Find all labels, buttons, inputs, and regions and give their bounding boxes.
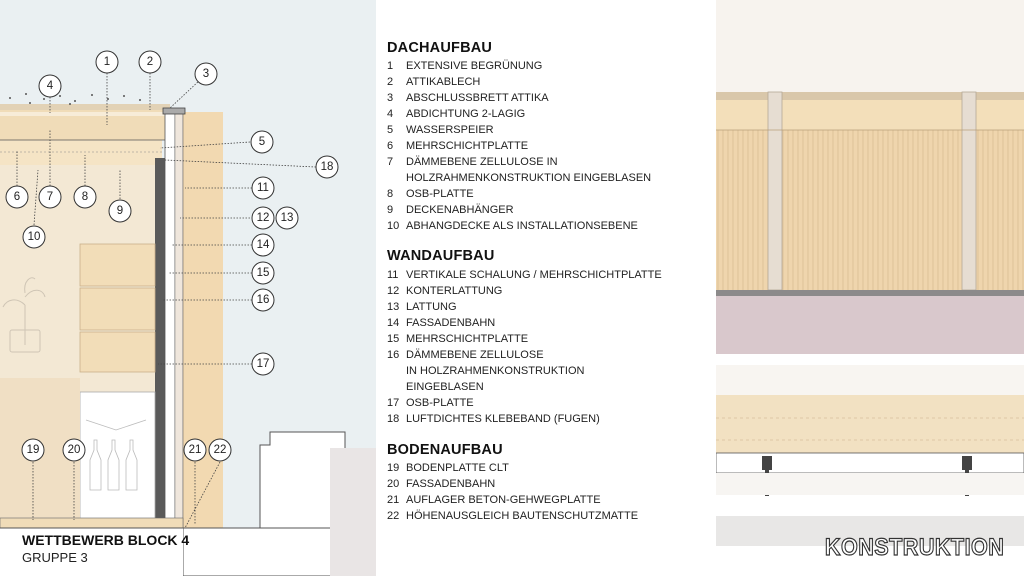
project-title: WETTBEWERB BLOCK 4 xyxy=(22,532,190,548)
wall-cladding xyxy=(183,112,223,528)
callout-21 xyxy=(184,439,206,461)
svg-text:18: 18 xyxy=(320,161,334,173)
legend-item: 5 WASSERSPEIER xyxy=(387,124,494,136)
legend-item: 3 ABSCHLUSSBRETT ATTIKA xyxy=(387,92,549,104)
suspended-ceiling xyxy=(0,140,162,165)
legend-panel xyxy=(376,0,716,576)
legend-item-continuation: EINGEBLASEN xyxy=(406,381,484,393)
svg-text:5: 5 xyxy=(258,136,266,148)
cabinet-lower xyxy=(80,332,155,372)
detail-post-right xyxy=(962,92,976,290)
callout-20 xyxy=(63,439,85,461)
roof-layer-line xyxy=(0,112,170,116)
svg-text:14: 14 xyxy=(256,239,270,251)
konstruktion-stamp: KONSTRUKTION xyxy=(824,534,1004,561)
callout-19 xyxy=(22,439,44,461)
detail-floor-slab xyxy=(716,395,1024,453)
svg-text:7: 7 xyxy=(46,191,54,203)
callout-8 xyxy=(74,186,96,208)
svg-text:19: 19 xyxy=(26,444,40,456)
legend-item: 22 HÖHENAUSGLEICH BAUTENSCHUTZMATTE xyxy=(387,510,639,522)
legend-item: 18 LUFTDICHTES KLEBEBAND (FUGEN) xyxy=(387,413,600,425)
callout-3 xyxy=(195,63,217,85)
legend-item: 11 VERTIKALE SCHALUNG / MEHRSCHICHTPLATTE xyxy=(387,269,662,281)
callout-1 xyxy=(96,51,118,73)
callout-16 xyxy=(252,289,274,311)
svg-text:13: 13 xyxy=(280,212,294,224)
detail-post-left xyxy=(768,92,782,290)
svg-text:21: 21 xyxy=(188,444,202,456)
legend-item: 16 DÄMMEBENE ZELLULOSE xyxy=(387,349,544,361)
legend-item: 12 KONTERLATTUNG xyxy=(387,285,503,297)
callout-9 xyxy=(109,200,131,222)
callout-12 xyxy=(252,207,274,229)
legend-item: 4 ABDICHTUNG 2-LAGIG xyxy=(387,108,526,120)
callout-13 xyxy=(276,207,298,229)
legend-heading-floor: BODENAUFBAU xyxy=(387,442,503,458)
legend-heading-roof: DACHAUFBAU xyxy=(387,40,493,56)
callout-6 xyxy=(6,186,28,208)
legend-item: 19 BODENPLATTE CLT xyxy=(387,462,509,474)
callout-14 xyxy=(252,234,274,256)
wall-insulation xyxy=(165,112,175,528)
svg-text:4: 4 xyxy=(46,80,54,92)
parapet-flashing xyxy=(163,108,185,114)
callout-10 xyxy=(23,226,45,248)
detail-roof-edge xyxy=(716,92,1024,100)
concrete-slab xyxy=(330,448,376,576)
svg-text:6: 6 xyxy=(13,191,21,203)
legend-item: 1 EXTENSIVE BEGRÜNUNG xyxy=(387,60,543,72)
detail-base-strip xyxy=(716,290,1024,296)
svg-text:11: 11 xyxy=(257,182,269,194)
legend-item-continuation: HOLZRAHMENKONSTRUKTION EINGEBLASEN xyxy=(406,172,652,184)
callout-5 xyxy=(251,131,273,153)
cabinet-upper xyxy=(80,244,155,286)
roof-waterproofing xyxy=(0,104,170,110)
legend-item: 14 FASSADENBAHN xyxy=(387,317,496,329)
legend-item: 2 ATTIKABLECH xyxy=(387,76,481,88)
callout-2 xyxy=(139,51,161,73)
legend-item-continuation: IN HOLZRAHMENKONSTRUKTION xyxy=(406,365,585,377)
detail-roof-fascia xyxy=(716,100,1024,130)
detail-gravel xyxy=(716,473,1024,495)
detail-base-membrane xyxy=(716,296,1024,354)
detail-lower-top xyxy=(716,365,1024,395)
svg-text:2: 2 xyxy=(146,56,154,68)
legend-item: 17 OSB-PLATTE xyxy=(387,397,474,409)
svg-text:20: 20 xyxy=(67,444,81,456)
project-subtitle: GRUPPE 3 xyxy=(22,550,88,565)
svg-text:1: 1 xyxy=(103,56,111,68)
svg-text:15: 15 xyxy=(256,267,270,279)
callout-15 xyxy=(252,262,274,284)
legend-item: 21 AUFLAGER BETON-GEHWEGPLATTE xyxy=(387,494,601,506)
svg-text:17: 17 xyxy=(256,358,270,370)
svg-text:12: 12 xyxy=(256,212,270,224)
svg-text:3: 3 xyxy=(202,68,210,80)
legend-item: 20 FASSADENBAHN xyxy=(387,478,496,490)
detail-views xyxy=(716,0,1024,576)
legend-item: 7 DÄMMEBENE ZELLULOSE IN xyxy=(387,156,558,168)
callout-22 xyxy=(209,439,231,461)
callout-4 xyxy=(39,75,61,97)
svg-text:8: 8 xyxy=(81,191,89,203)
detail-top-band xyxy=(716,0,1024,92)
svg-text:10: 10 xyxy=(27,231,41,243)
section-svg xyxy=(0,0,376,576)
legend-item: 6 MEHRSCHICHTPLATTE xyxy=(387,140,529,152)
floor-clt xyxy=(0,518,183,528)
legend-item: 9 DECKENABHÄNGER xyxy=(387,204,514,216)
legend-heading-wall: WANDAUFBAU xyxy=(387,248,495,264)
wall-osb xyxy=(155,158,165,528)
callout-18 xyxy=(316,156,338,178)
detail-svg xyxy=(716,0,1024,576)
cabinet-middle xyxy=(80,288,155,330)
callout-7 xyxy=(39,186,61,208)
wall-battens xyxy=(175,112,183,528)
svg-text:22: 22 xyxy=(213,444,227,456)
legend-item: 8 OSB-PLATTE xyxy=(387,188,474,200)
svg-text:16: 16 xyxy=(256,294,270,306)
callout-11 xyxy=(252,177,274,199)
legend-item: 13 LATTUNG xyxy=(387,301,457,313)
section-drawing xyxy=(0,0,376,576)
legend-item: 15 MEHRSCHICHTPLATTE xyxy=(387,333,529,345)
svg-text:9: 9 xyxy=(116,205,124,217)
legend-item: 10 ABHANGDECKE ALS INSTALLATIONSEBENE xyxy=(387,220,638,232)
callout-17 xyxy=(252,353,274,375)
